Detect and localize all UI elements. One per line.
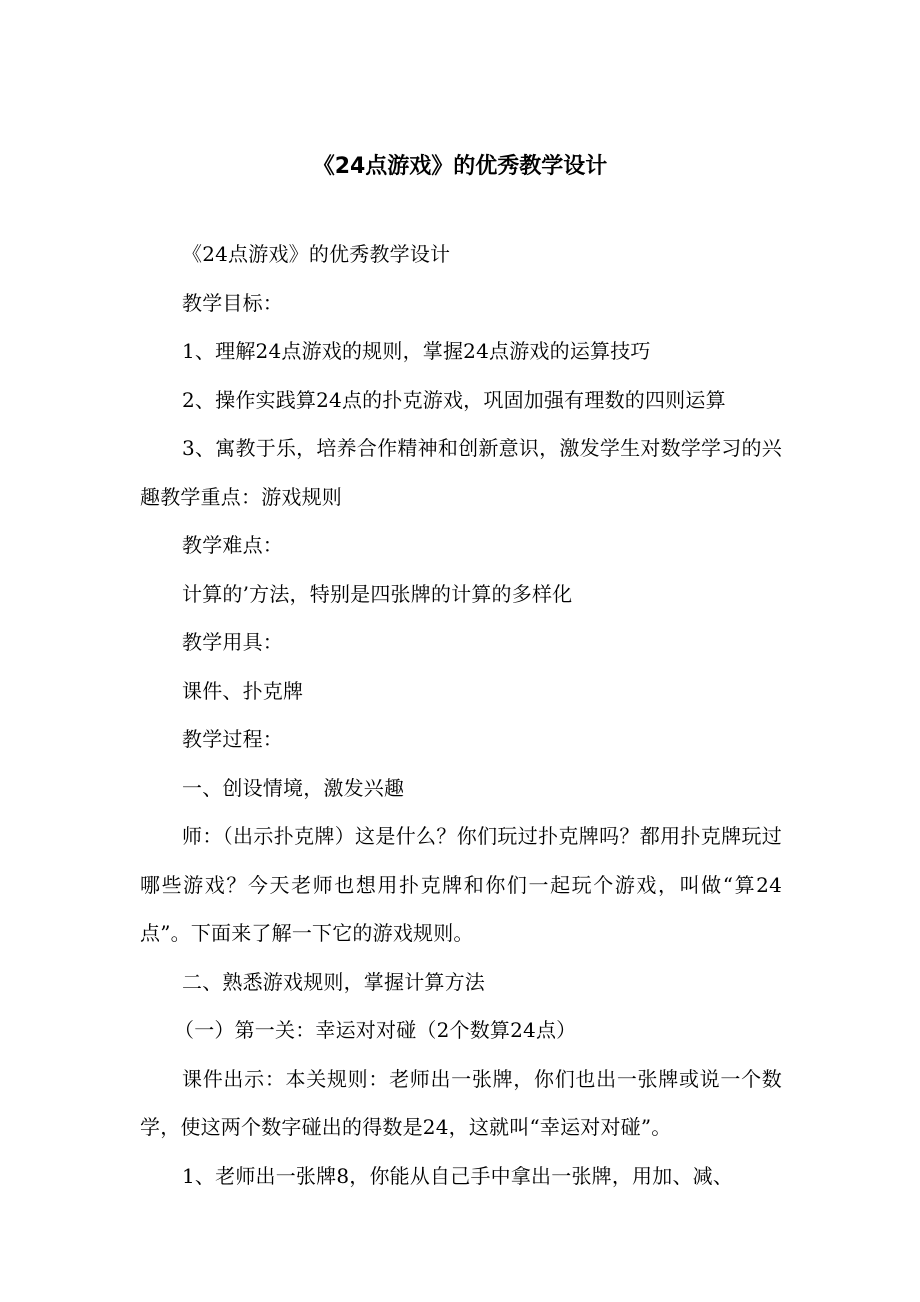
paragraph-step-1: 1、老师出一张牌8，你能从自己手中拿出一张牌，用加、减、	[182, 1163, 734, 1188]
paragraph-objective-2: 2、操作实践算24点的扑克游戏，巩固加强有理数的四则运算	[182, 387, 726, 412]
paragraph-objective-3: 3、寓教于乐，培养合作精神和创新意识，激发学生对数学学习的兴趣教学重点：游戏规则	[140, 436, 782, 509]
paragraph-level-1: （一）第一关：幸运对对碰（2个数算24点）	[174, 1018, 577, 1042]
paragraph-heading-repeat: 《24点游戏》的优秀教学设计	[182, 242, 451, 266]
paragraph-process-label: 教学过程：	[182, 727, 283, 751]
paragraph-teacher-intro: 师：（出示扑克牌）这是什么？你们玩过扑克牌吗？都用扑克牌玩过哪些游戏？今天老师也想用扑克牌和你们一起玩个游戏，叫做“算24点”。下面来了解一下它的游戏规则。	[140, 824, 782, 945]
paragraph-section-1: 一、创设情境，激发兴趣	[182, 775, 405, 800]
paragraph-objectives-label: 教学目标：	[182, 290, 283, 315]
paragraph-tools-label: 教学用具：	[182, 630, 283, 654]
document-body	[140, 230, 782, 1200]
document-title: 《24点游戏》的优秀教学设计	[312, 154, 608, 179]
paragraph-difficulty-label: 教学难点：	[182, 533, 283, 557]
paragraph-tools: 课件、扑克牌	[182, 678, 304, 703]
paragraph-difficulty: 计算的’方法，特别是四张牌的计算的多样化	[182, 581, 573, 606]
paragraph-courseware-rules: 课件出示：本关规则：老师出一张牌，你们也出一张牌或说一个数学，使这两个数字碰出的得数是24，这就叫“幸运对对碰”。	[140, 1066, 782, 1139]
paragraph-objective-1: 1、理解24点游戏的规则，掌握24点游戏的运算技巧	[182, 339, 651, 363]
paragraph-section-2: 二、熟悉游戏规则，掌握计算方法	[182, 969, 485, 994]
